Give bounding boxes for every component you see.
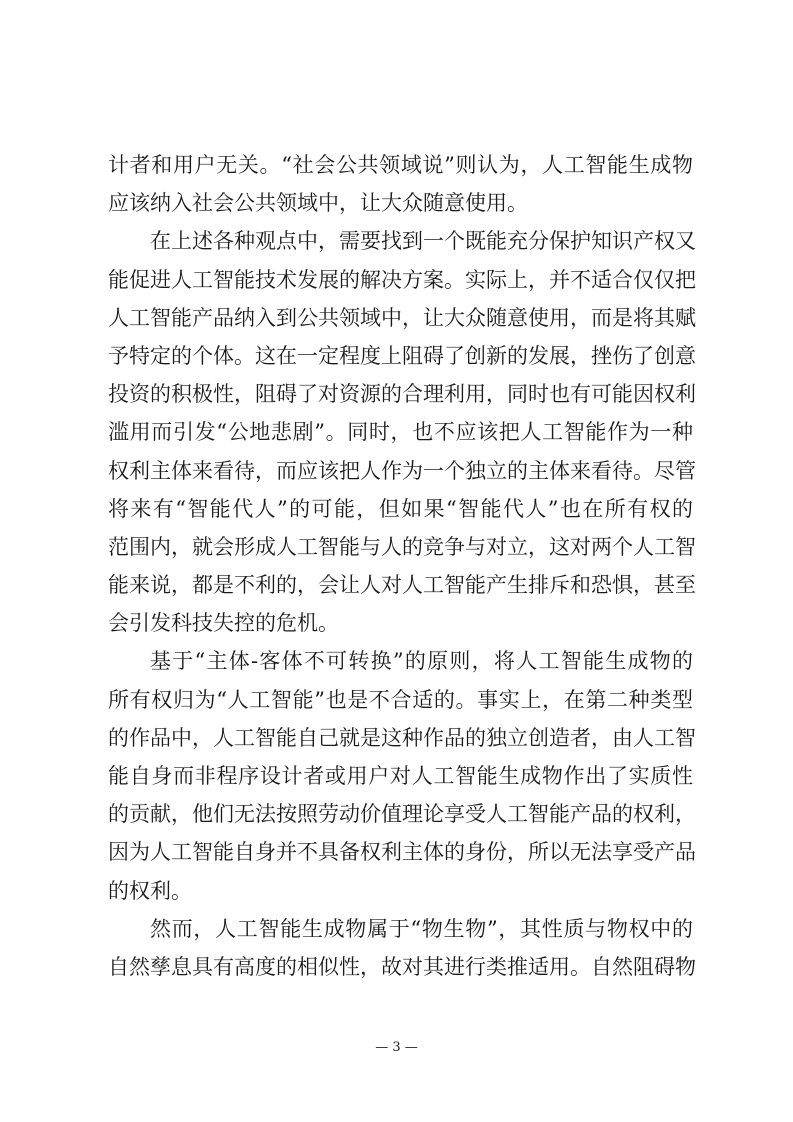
- text-line: 然而，人工智能生成物属于“物生物”，其性质与物权中的: [150, 916, 693, 941]
- page-number: — 3 —: [375, 1040, 418, 1055]
- text-line: 自然孳息具有高度的相似性，故对其进行类推适用。自然阻碍物: [108, 954, 696, 979]
- text-line: 的作品中，人工智能自己就是这种作品的独立创造者，由人工智: [108, 725, 696, 750]
- text-line: 投资的积极性，阻碍了对资源的合理利用，同时也有可能因权利: [108, 382, 696, 407]
- text-line: 将来有“智能代人”的可能，但如果“智能代人”也在所有权的: [108, 496, 693, 521]
- text-line: 基于“主体-客体不可转换”的原则，将人工智能生成物的: [150, 649, 693, 674]
- text-line: 能自身而非程序设计者或用户对人工智能生成物作出了实质性: [108, 764, 693, 788]
- text-line: 予特定的个体。这在一定程度上阻碍了创新的发展，挫伤了创意: [108, 343, 696, 368]
- text-line: 在上述各种观点中，需要找到一个既能充分保护知识产权又: [150, 229, 696, 254]
- text-line: 人工智能产品纳入到公共领域中，让大众随意使用，而是将其赋: [108, 305, 696, 330]
- text-line: 会引发科技失控的危机。: [108, 611, 339, 636]
- text-line: 的贡献，他们无法按照劳动价值理论享受人工智能产品的权利，: [108, 802, 696, 827]
- text-line: 计者和用户无关。“社会公共领域说”则认为，人工智能生成物: [108, 153, 693, 177]
- body-text: [108, 146, 696, 986]
- text-line: 所有权归为“人工智能”也是不合适的。事实上，在第二种类型: [108, 687, 693, 712]
- text-line: 范围内，就会形成人工智能与人的竞争与对立，这对两个人工智: [108, 534, 696, 559]
- text-line: 能促进人工智能技术发展的解决方案。实际上，并不适合仅仅把: [108, 267, 696, 292]
- text-line: 应该纳入社会公共领域中，让大众随意使用。: [108, 191, 528, 216]
- text-line: 权利主体来看待，而应该把人作为一个独立的主体来看待。尽管: [108, 458, 696, 483]
- text-line: 能来说，都是不利的，会让人对人工智能产生排斥和恐惧，甚至: [108, 573, 696, 598]
- text-line: 滥用而引发“公地悲剧”。同时，也不应该把人工智能作为一种: [108, 420, 693, 445]
- text-line: 因为人工智能自身并不具备权利主体的身份，所以无法享受产品: [108, 840, 696, 865]
- text-line: 的权利。: [108, 878, 192, 903]
